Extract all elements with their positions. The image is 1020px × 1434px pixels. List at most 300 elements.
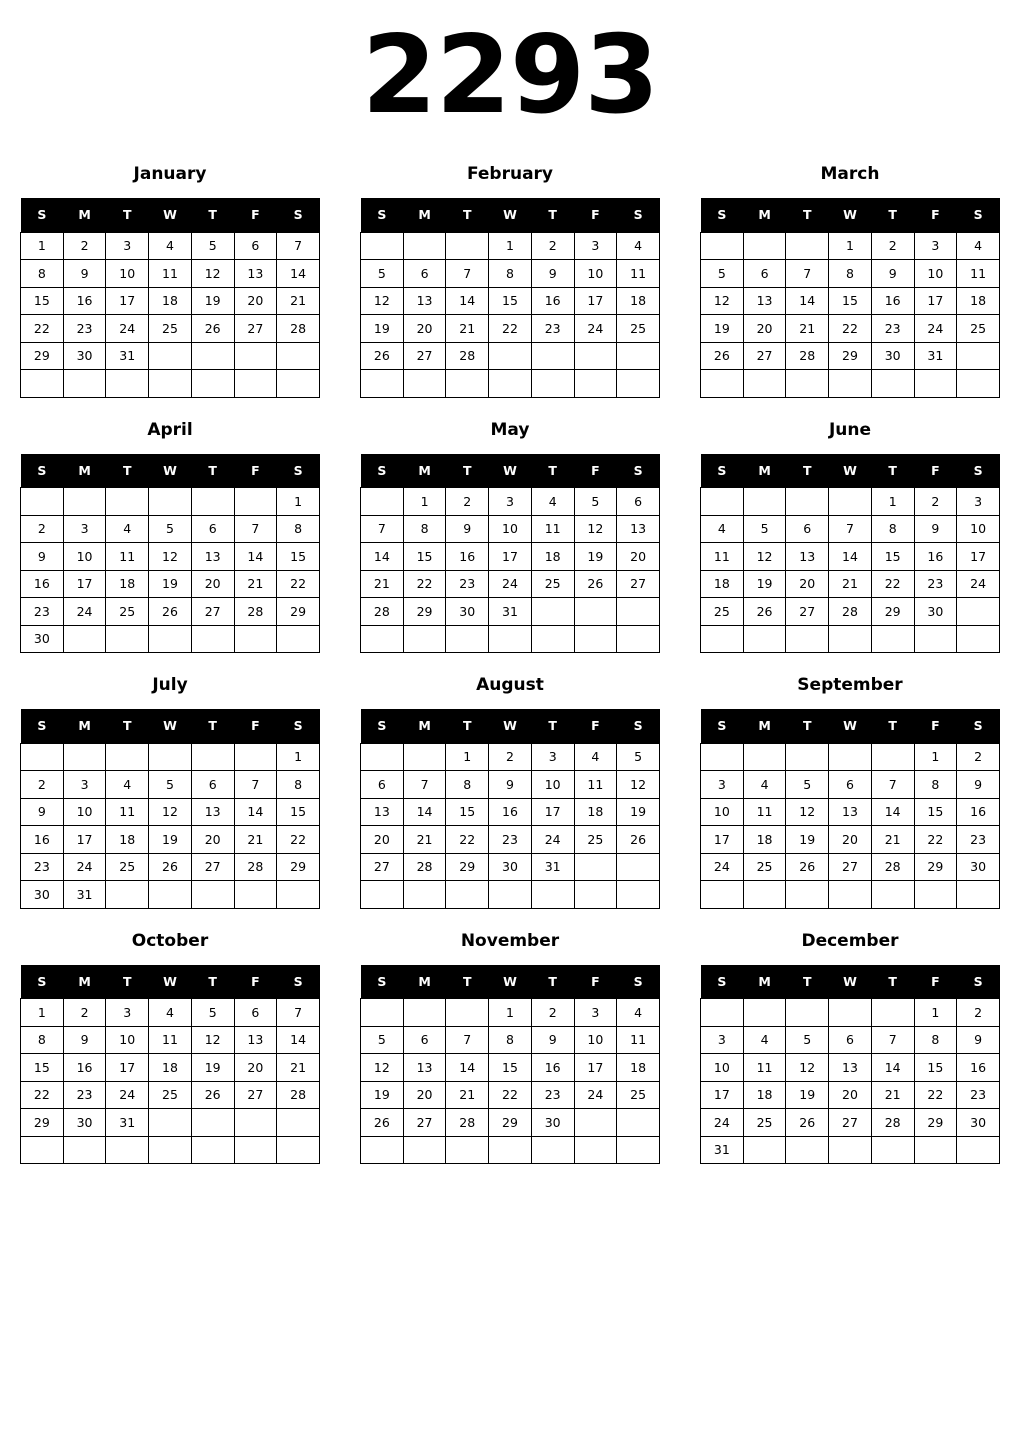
day-cell[interactable]: 17 xyxy=(574,1054,617,1082)
day-cell[interactable]: 4 xyxy=(531,488,574,516)
day-cell[interactable]: 4 xyxy=(743,771,786,799)
day-cell[interactable]: 14 xyxy=(871,798,914,826)
day-cell[interactable]: 24 xyxy=(701,1109,744,1137)
day-cell[interactable]: 18 xyxy=(106,570,149,598)
day-cell[interactable]: 12 xyxy=(149,543,192,571)
day-cell[interactable]: 5 xyxy=(743,515,786,543)
day-cell[interactable]: 5 xyxy=(617,743,660,771)
day-cell[interactable]: 16 xyxy=(489,798,532,826)
day-cell[interactable]: 1 xyxy=(871,488,914,516)
day-cell[interactable]: 26 xyxy=(191,1081,234,1109)
day-cell[interactable]: 2 xyxy=(489,743,532,771)
day-cell[interactable]: 14 xyxy=(446,287,489,315)
day-cell[interactable]: 28 xyxy=(446,1109,489,1137)
day-cell[interactable]: 21 xyxy=(446,1081,489,1109)
day-cell[interactable]: 28 xyxy=(829,598,872,626)
day-cell[interactable]: 31 xyxy=(63,881,106,909)
day-cell[interactable]: 16 xyxy=(63,287,106,315)
day-cell[interactable]: 16 xyxy=(914,543,957,571)
day-cell[interactable]: 12 xyxy=(361,1054,404,1082)
day-cell[interactable]: 21 xyxy=(277,287,320,315)
day-cell[interactable]: 7 xyxy=(829,515,872,543)
day-cell[interactable]: 31 xyxy=(531,853,574,881)
day-cell[interactable]: 8 xyxy=(829,260,872,288)
day-cell[interactable]: 13 xyxy=(361,798,404,826)
day-cell[interactable]: 10 xyxy=(914,260,957,288)
day-cell[interactable]: 26 xyxy=(701,342,744,370)
day-cell[interactable]: 6 xyxy=(191,771,234,799)
day-cell[interactable]: 1 xyxy=(489,999,532,1027)
day-cell[interactable]: 25 xyxy=(106,853,149,881)
day-cell[interactable]: 18 xyxy=(106,826,149,854)
day-cell[interactable]: 15 xyxy=(829,287,872,315)
day-cell[interactable]: 18 xyxy=(701,570,744,598)
day-cell[interactable]: 27 xyxy=(234,1081,277,1109)
day-cell[interactable]: 15 xyxy=(277,798,320,826)
day-cell[interactable]: 1 xyxy=(277,488,320,516)
day-cell[interactable]: 9 xyxy=(21,543,64,571)
day-cell[interactable]: 10 xyxy=(701,798,744,826)
day-cell[interactable]: 22 xyxy=(489,1081,532,1109)
day-cell[interactable]: 1 xyxy=(21,999,64,1027)
day-cell[interactable]: 26 xyxy=(149,598,192,626)
day-cell[interactable]: 23 xyxy=(63,315,106,343)
day-cell[interactable]: 11 xyxy=(149,260,192,288)
day-cell[interactable]: 4 xyxy=(106,515,149,543)
day-cell[interactable]: 14 xyxy=(277,260,320,288)
day-cell[interactable]: 4 xyxy=(617,232,660,260)
day-cell[interactable]: 29 xyxy=(21,342,64,370)
day-cell[interactable]: 28 xyxy=(234,598,277,626)
day-cell[interactable]: 30 xyxy=(957,853,1000,881)
day-cell[interactable]: 6 xyxy=(617,488,660,516)
day-cell[interactable]: 19 xyxy=(574,543,617,571)
day-cell[interactable]: 30 xyxy=(914,598,957,626)
day-cell[interactable]: 17 xyxy=(957,543,1000,571)
day-cell[interactable]: 7 xyxy=(277,232,320,260)
day-cell[interactable]: 21 xyxy=(361,570,404,598)
day-cell[interactable]: 3 xyxy=(63,515,106,543)
day-cell[interactable]: 4 xyxy=(743,1026,786,1054)
day-cell[interactable]: 23 xyxy=(531,1081,574,1109)
day-cell[interactable]: 17 xyxy=(531,798,574,826)
day-cell[interactable]: 15 xyxy=(21,287,64,315)
day-cell[interactable]: 13 xyxy=(786,543,829,571)
day-cell[interactable]: 30 xyxy=(21,881,64,909)
day-cell[interactable]: 21 xyxy=(234,570,277,598)
day-cell[interactable]: 6 xyxy=(829,1026,872,1054)
day-cell[interactable]: 8 xyxy=(446,771,489,799)
day-cell[interactable]: 20 xyxy=(829,826,872,854)
day-cell[interactable]: 28 xyxy=(234,853,277,881)
day-cell[interactable]: 22 xyxy=(914,1081,957,1109)
day-cell[interactable]: 3 xyxy=(574,999,617,1027)
day-cell[interactable]: 29 xyxy=(277,598,320,626)
day-cell[interactable]: 4 xyxy=(957,232,1000,260)
day-cell[interactable]: 9 xyxy=(21,798,64,826)
day-cell[interactable]: 10 xyxy=(106,260,149,288)
day-cell[interactable]: 19 xyxy=(743,570,786,598)
day-cell[interactable]: 28 xyxy=(786,342,829,370)
day-cell[interactable]: 13 xyxy=(743,287,786,315)
day-cell[interactable]: 21 xyxy=(786,315,829,343)
day-cell[interactable]: 10 xyxy=(574,260,617,288)
day-cell[interactable]: 22 xyxy=(21,1081,64,1109)
day-cell[interactable]: 12 xyxy=(743,543,786,571)
day-cell[interactable]: 24 xyxy=(63,853,106,881)
day-cell[interactable]: 11 xyxy=(617,1026,660,1054)
day-cell[interactable]: 11 xyxy=(617,260,660,288)
day-cell[interactable]: 7 xyxy=(403,771,446,799)
day-cell[interactable]: 19 xyxy=(149,570,192,598)
day-cell[interactable]: 23 xyxy=(489,826,532,854)
day-cell[interactable]: 27 xyxy=(743,342,786,370)
day-cell[interactable]: 15 xyxy=(21,1054,64,1082)
day-cell[interactable]: 25 xyxy=(531,570,574,598)
day-cell[interactable]: 4 xyxy=(149,232,192,260)
day-cell[interactable]: 2 xyxy=(63,232,106,260)
day-cell[interactable]: 4 xyxy=(149,999,192,1027)
day-cell[interactable]: 13 xyxy=(829,1054,872,1082)
day-cell[interactable]: 27 xyxy=(829,853,872,881)
day-cell[interactable]: 12 xyxy=(191,1026,234,1054)
day-cell[interactable]: 31 xyxy=(106,342,149,370)
day-cell[interactable]: 2 xyxy=(914,488,957,516)
day-cell[interactable]: 18 xyxy=(617,1054,660,1082)
day-cell[interactable]: 17 xyxy=(914,287,957,315)
day-cell[interactable]: 2 xyxy=(446,488,489,516)
day-cell[interactable]: 20 xyxy=(191,826,234,854)
day-cell[interactable]: 24 xyxy=(574,315,617,343)
day-cell[interactable]: 27 xyxy=(786,598,829,626)
day-cell[interactable]: 21 xyxy=(829,570,872,598)
day-cell[interactable]: 7 xyxy=(871,1026,914,1054)
day-cell[interactable]: 18 xyxy=(743,826,786,854)
day-cell[interactable]: 18 xyxy=(743,1081,786,1109)
day-cell[interactable]: 10 xyxy=(63,543,106,571)
day-cell[interactable]: 2 xyxy=(531,999,574,1027)
day-cell[interactable]: 29 xyxy=(829,342,872,370)
day-cell[interactable]: 11 xyxy=(531,515,574,543)
day-cell[interactable]: 14 xyxy=(829,543,872,571)
day-cell[interactable]: 25 xyxy=(106,598,149,626)
day-cell[interactable]: 12 xyxy=(191,260,234,288)
day-cell[interactable]: 10 xyxy=(957,515,1000,543)
day-cell[interactable]: 15 xyxy=(914,1054,957,1082)
day-cell[interactable]: 31 xyxy=(914,342,957,370)
day-cell[interactable]: 7 xyxy=(361,515,404,543)
day-cell[interactable]: 1 xyxy=(489,232,532,260)
day-cell[interactable]: 11 xyxy=(957,260,1000,288)
day-cell[interactable]: 25 xyxy=(149,1081,192,1109)
day-cell[interactable]: 21 xyxy=(403,826,446,854)
day-cell[interactable]: 3 xyxy=(914,232,957,260)
day-cell[interactable]: 25 xyxy=(743,853,786,881)
day-cell[interactable]: 10 xyxy=(574,1026,617,1054)
day-cell[interactable]: 1 xyxy=(914,999,957,1027)
day-cell[interactable]: 9 xyxy=(957,771,1000,799)
day-cell[interactable]: 20 xyxy=(234,1054,277,1082)
day-cell[interactable]: 23 xyxy=(871,315,914,343)
day-cell[interactable]: 5 xyxy=(361,260,404,288)
day-cell[interactable]: 23 xyxy=(446,570,489,598)
day-cell[interactable]: 3 xyxy=(63,771,106,799)
day-cell[interactable]: 27 xyxy=(617,570,660,598)
day-cell[interactable]: 6 xyxy=(403,260,446,288)
day-cell[interactable]: 23 xyxy=(957,826,1000,854)
day-cell[interactable]: 4 xyxy=(574,743,617,771)
day-cell[interactable]: 26 xyxy=(743,598,786,626)
day-cell[interactable]: 20 xyxy=(191,570,234,598)
day-cell[interactable]: 24 xyxy=(489,570,532,598)
day-cell[interactable]: 24 xyxy=(63,598,106,626)
day-cell[interactable]: 4 xyxy=(701,515,744,543)
day-cell[interactable]: 17 xyxy=(106,287,149,315)
day-cell[interactable]: 2 xyxy=(63,999,106,1027)
day-cell[interactable]: 9 xyxy=(914,515,957,543)
day-cell[interactable]: 13 xyxy=(829,798,872,826)
day-cell[interactable]: 18 xyxy=(149,1054,192,1082)
day-cell[interactable]: 3 xyxy=(106,232,149,260)
day-cell[interactable]: 11 xyxy=(743,798,786,826)
day-cell[interactable]: 21 xyxy=(446,315,489,343)
day-cell[interactable]: 13 xyxy=(234,1026,277,1054)
day-cell[interactable]: 30 xyxy=(871,342,914,370)
day-cell[interactable]: 12 xyxy=(617,771,660,799)
day-cell[interactable]: 8 xyxy=(489,1026,532,1054)
day-cell[interactable]: 27 xyxy=(403,1109,446,1137)
day-cell[interactable]: 23 xyxy=(63,1081,106,1109)
day-cell[interactable]: 30 xyxy=(957,1109,1000,1137)
day-cell[interactable]: 23 xyxy=(957,1081,1000,1109)
day-cell[interactable]: 27 xyxy=(361,853,404,881)
day-cell[interactable]: 19 xyxy=(617,798,660,826)
day-cell[interactable]: 10 xyxy=(106,1026,149,1054)
day-cell[interactable]: 4 xyxy=(106,771,149,799)
day-cell[interactable]: 8 xyxy=(403,515,446,543)
day-cell[interactable]: 9 xyxy=(531,260,574,288)
day-cell[interactable]: 31 xyxy=(489,598,532,626)
day-cell[interactable]: 19 xyxy=(786,826,829,854)
day-cell[interactable]: 31 xyxy=(701,1136,744,1164)
day-cell[interactable]: 2 xyxy=(531,232,574,260)
day-cell[interactable]: 27 xyxy=(829,1109,872,1137)
day-cell[interactable]: 22 xyxy=(277,570,320,598)
day-cell[interactable]: 23 xyxy=(21,853,64,881)
day-cell[interactable]: 28 xyxy=(277,315,320,343)
day-cell[interactable]: 9 xyxy=(531,1026,574,1054)
day-cell[interactable]: 3 xyxy=(489,488,532,516)
day-cell[interactable]: 21 xyxy=(277,1054,320,1082)
day-cell[interactable]: 14 xyxy=(403,798,446,826)
day-cell[interactable]: 1 xyxy=(446,743,489,771)
day-cell[interactable]: 28 xyxy=(403,853,446,881)
day-cell[interactable]: 6 xyxy=(743,260,786,288)
day-cell[interactable]: 31 xyxy=(106,1109,149,1137)
day-cell[interactable]: 5 xyxy=(701,260,744,288)
day-cell[interactable]: 22 xyxy=(914,826,957,854)
day-cell[interactable]: 22 xyxy=(871,570,914,598)
day-cell[interactable]: 17 xyxy=(489,543,532,571)
day-cell[interactable]: 16 xyxy=(531,1054,574,1082)
day-cell[interactable]: 16 xyxy=(21,570,64,598)
day-cell[interactable]: 2 xyxy=(21,515,64,543)
day-cell[interactable]: 25 xyxy=(743,1109,786,1137)
day-cell[interactable]: 10 xyxy=(701,1054,744,1082)
day-cell[interactable]: 21 xyxy=(234,826,277,854)
day-cell[interactable]: 29 xyxy=(914,1109,957,1137)
day-cell[interactable]: 29 xyxy=(446,853,489,881)
day-cell[interactable]: 26 xyxy=(361,1109,404,1137)
day-cell[interactable]: 24 xyxy=(531,826,574,854)
day-cell[interactable]: 30 xyxy=(446,598,489,626)
day-cell[interactable]: 30 xyxy=(489,853,532,881)
day-cell[interactable]: 2 xyxy=(871,232,914,260)
day-cell[interactable]: 7 xyxy=(786,260,829,288)
day-cell[interactable]: 5 xyxy=(149,515,192,543)
day-cell[interactable]: 14 xyxy=(234,798,277,826)
day-cell[interactable]: 7 xyxy=(277,999,320,1027)
day-cell[interactable]: 22 xyxy=(446,826,489,854)
day-cell[interactable]: 25 xyxy=(957,315,1000,343)
day-cell[interactable]: 20 xyxy=(361,826,404,854)
day-cell[interactable]: 8 xyxy=(277,771,320,799)
day-cell[interactable]: 3 xyxy=(701,771,744,799)
day-cell[interactable]: 26 xyxy=(361,342,404,370)
day-cell[interactable]: 17 xyxy=(701,1081,744,1109)
day-cell[interactable]: 24 xyxy=(106,1081,149,1109)
day-cell[interactable]: 26 xyxy=(786,1109,829,1137)
day-cell[interactable]: 25 xyxy=(574,826,617,854)
day-cell[interactable]: 17 xyxy=(701,826,744,854)
day-cell[interactable]: 22 xyxy=(489,315,532,343)
day-cell[interactable]: 9 xyxy=(63,260,106,288)
day-cell[interactable]: 12 xyxy=(786,1054,829,1082)
day-cell[interactable]: 19 xyxy=(361,315,404,343)
day-cell[interactable]: 11 xyxy=(701,543,744,571)
day-cell[interactable]: 25 xyxy=(617,1081,660,1109)
day-cell[interactable]: 13 xyxy=(234,260,277,288)
day-cell[interactable]: 20 xyxy=(829,1081,872,1109)
day-cell[interactable]: 19 xyxy=(786,1081,829,1109)
day-cell[interactable]: 9 xyxy=(871,260,914,288)
day-cell[interactable]: 29 xyxy=(914,853,957,881)
day-cell[interactable]: 12 xyxy=(574,515,617,543)
day-cell[interactable]: 22 xyxy=(21,315,64,343)
day-cell[interactable]: 26 xyxy=(149,853,192,881)
day-cell[interactable]: 6 xyxy=(403,1026,446,1054)
day-cell[interactable]: 24 xyxy=(574,1081,617,1109)
day-cell[interactable]: 15 xyxy=(446,798,489,826)
day-cell[interactable]: 16 xyxy=(957,798,1000,826)
day-cell[interactable]: 14 xyxy=(446,1054,489,1082)
day-cell[interactable]: 10 xyxy=(531,771,574,799)
day-cell[interactable]: 12 xyxy=(786,798,829,826)
day-cell[interactable]: 11 xyxy=(106,543,149,571)
day-cell[interactable]: 13 xyxy=(403,287,446,315)
day-cell[interactable]: 17 xyxy=(63,826,106,854)
day-cell[interactable]: 26 xyxy=(191,315,234,343)
day-cell[interactable]: 1 xyxy=(829,232,872,260)
day-cell[interactable]: 3 xyxy=(531,743,574,771)
day-cell[interactable]: 20 xyxy=(403,1081,446,1109)
day-cell[interactable]: 3 xyxy=(957,488,1000,516)
day-cell[interactable]: 13 xyxy=(403,1054,446,1082)
day-cell[interactable]: 8 xyxy=(489,260,532,288)
day-cell[interactable]: 20 xyxy=(403,315,446,343)
day-cell[interactable]: 21 xyxy=(871,826,914,854)
day-cell[interactable]: 7 xyxy=(234,515,277,543)
day-cell[interactable]: 14 xyxy=(234,543,277,571)
day-cell[interactable]: 5 xyxy=(786,1026,829,1054)
day-cell[interactable]: 17 xyxy=(574,287,617,315)
day-cell[interactable]: 17 xyxy=(106,1054,149,1082)
day-cell[interactable]: 11 xyxy=(743,1054,786,1082)
day-cell[interactable]: 19 xyxy=(149,826,192,854)
day-cell[interactable]: 22 xyxy=(829,315,872,343)
day-cell[interactable]: 6 xyxy=(234,232,277,260)
day-cell[interactable]: 15 xyxy=(489,287,532,315)
day-cell[interactable]: 16 xyxy=(446,543,489,571)
day-cell[interactable]: 3 xyxy=(106,999,149,1027)
day-cell[interactable]: 28 xyxy=(361,598,404,626)
day-cell[interactable]: 27 xyxy=(403,342,446,370)
day-cell[interactable]: 11 xyxy=(149,1026,192,1054)
day-cell[interactable]: 6 xyxy=(191,515,234,543)
day-cell[interactable]: 19 xyxy=(191,1054,234,1082)
day-cell[interactable]: 14 xyxy=(871,1054,914,1082)
day-cell[interactable]: 23 xyxy=(914,570,957,598)
day-cell[interactable]: 8 xyxy=(914,1026,957,1054)
day-cell[interactable]: 5 xyxy=(149,771,192,799)
day-cell[interactable]: 5 xyxy=(191,999,234,1027)
day-cell[interactable]: 7 xyxy=(446,1026,489,1054)
day-cell[interactable]: 24 xyxy=(106,315,149,343)
day-cell[interactable]: 24 xyxy=(957,570,1000,598)
day-cell[interactable]: 30 xyxy=(21,625,64,653)
day-cell[interactable]: 9 xyxy=(957,1026,1000,1054)
day-cell[interactable]: 1 xyxy=(914,743,957,771)
day-cell[interactable]: 23 xyxy=(531,315,574,343)
day-cell[interactable]: 20 xyxy=(617,543,660,571)
day-cell[interactable]: 20 xyxy=(234,287,277,315)
day-cell[interactable]: 22 xyxy=(403,570,446,598)
day-cell[interactable]: 15 xyxy=(871,543,914,571)
day-cell[interactable]: 29 xyxy=(489,1109,532,1137)
day-cell[interactable]: 9 xyxy=(446,515,489,543)
day-cell[interactable]: 13 xyxy=(191,543,234,571)
day-cell[interactable]: 9 xyxy=(63,1026,106,1054)
day-cell[interactable]: 16 xyxy=(63,1054,106,1082)
day-cell[interactable]: 10 xyxy=(63,798,106,826)
day-cell[interactable]: 5 xyxy=(191,232,234,260)
day-cell[interactable]: 27 xyxy=(191,853,234,881)
day-cell[interactable]: 11 xyxy=(106,798,149,826)
day-cell[interactable]: 3 xyxy=(701,1026,744,1054)
day-cell[interactable]: 1 xyxy=(403,488,446,516)
day-cell[interactable]: 28 xyxy=(871,1109,914,1137)
day-cell[interactable]: 11 xyxy=(574,771,617,799)
day-cell[interactable]: 13 xyxy=(617,515,660,543)
day-cell[interactable]: 19 xyxy=(361,1081,404,1109)
day-cell[interactable]: 3 xyxy=(574,232,617,260)
day-cell[interactable]: 8 xyxy=(277,515,320,543)
day-cell[interactable]: 18 xyxy=(957,287,1000,315)
day-cell[interactable]: 21 xyxy=(871,1081,914,1109)
day-cell[interactable]: 14 xyxy=(277,1026,320,1054)
day-cell[interactable]: 8 xyxy=(21,260,64,288)
day-cell[interactable]: 29 xyxy=(403,598,446,626)
